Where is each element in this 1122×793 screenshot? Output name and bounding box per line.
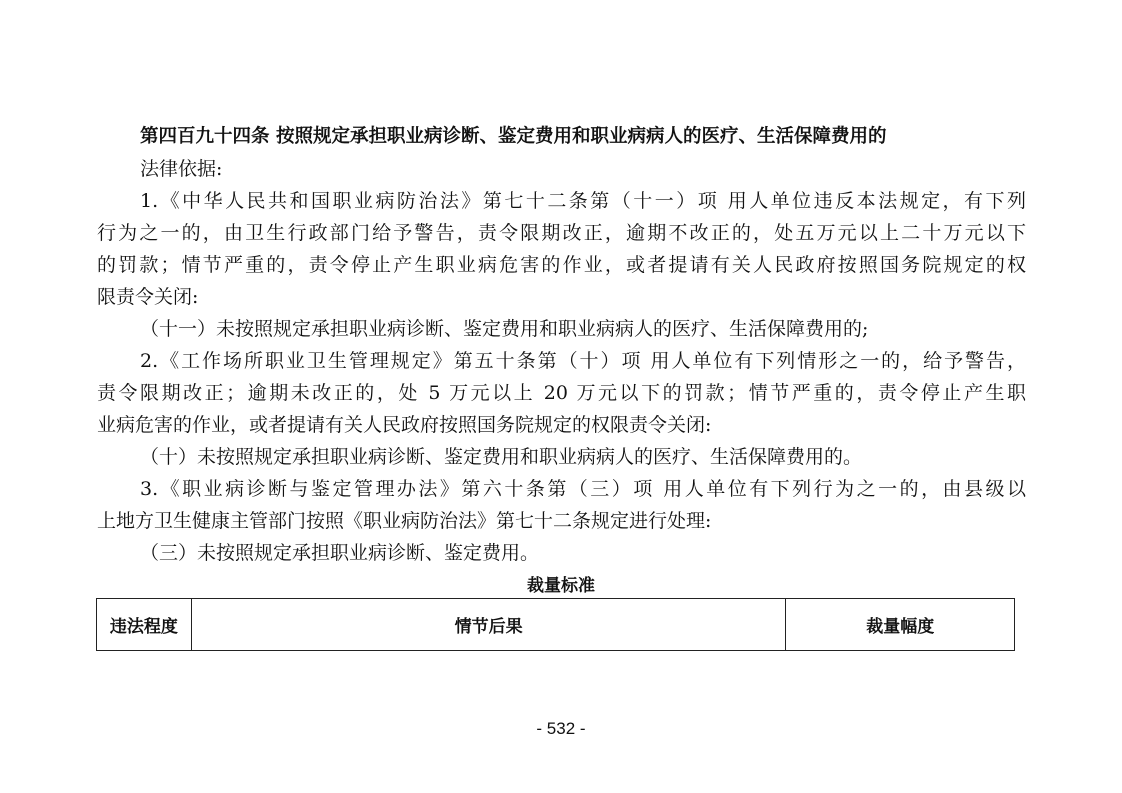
article-title: 第四百九十四条 按照规定承担职业病诊断、鉴定费用和职业病病人的医疗、生活保障费用的 — [140, 126, 887, 147]
clause-11: （十一）未按照规定承担职业病诊断、鉴定费用和职业病病人的医疗、生活保障费用的; — [140, 318, 869, 340]
paragraph-1-line-4: 限责令关闭: — [97, 286, 199, 308]
paragraph-1-line-3: 的罚款；情节严重的，责令停止产生职业病危害的作业，或者提请有关人民政府按照国务院规定的权 — [97, 254, 1026, 276]
paragraph-3-line-2: 上地方卫生健康主管部门按照《职业病防治法》第七十二条规定进行处理: — [97, 510, 712, 532]
paragraph-2-line-1: 2.《工作场所职业卫生管理规定》第五十条第（十）项 用人单位有下列情形之一的，给予警告， — [140, 350, 1026, 372]
legal-basis-label: 法律依据: — [140, 158, 223, 180]
paragraph-1-line-1: 1.《中华人民共和国职业病防治法》第七十二条第（十一）项 用人单位违反本法规定，有下列 — [140, 190, 1026, 212]
page-number: - 532 - — [536, 719, 586, 738]
standard-table — [96, 598, 1015, 651]
table-header-row — [97, 599, 1015, 651]
header-violation-degree: 违法程度 — [97, 599, 192, 651]
paragraph-1-line-2: 行为之一的，由卫生行政部门给予警告，责令限期改正，逾期不改正的，处五万元以上二十万元以下 — [97, 222, 1026, 244]
clause-3: （三）未按照规定承担职业病诊断、鉴定费用。 — [140, 542, 540, 564]
table-caption: 裁量标准 — [527, 576, 595, 596]
paragraph-3-line-1: 3.《职业病诊断与鉴定管理办法》第六十条第（三）项 用人单位有下列行为之一的，由县级以 — [140, 478, 1026, 500]
paragraph-2-line-2: 责令限期改正；逾期未改正的，处 5 万元以上 20 万元以下的罚款；情节严重的，责令停止产生职 — [97, 382, 1026, 404]
paragraph-2-line-3: 业病危害的作业，或者提请有关人民政府按照国务院规定的权限责令关闭: — [97, 414, 712, 436]
clause-10: （十）未按照规定承担职业病诊断、鉴定费用和职业病病人的医疗、生活保障费用的。 — [140, 446, 863, 468]
header-circumstances: 情节后果 — [191, 599, 786, 651]
header-discretion-range: 裁量幅度 — [786, 599, 1015, 651]
